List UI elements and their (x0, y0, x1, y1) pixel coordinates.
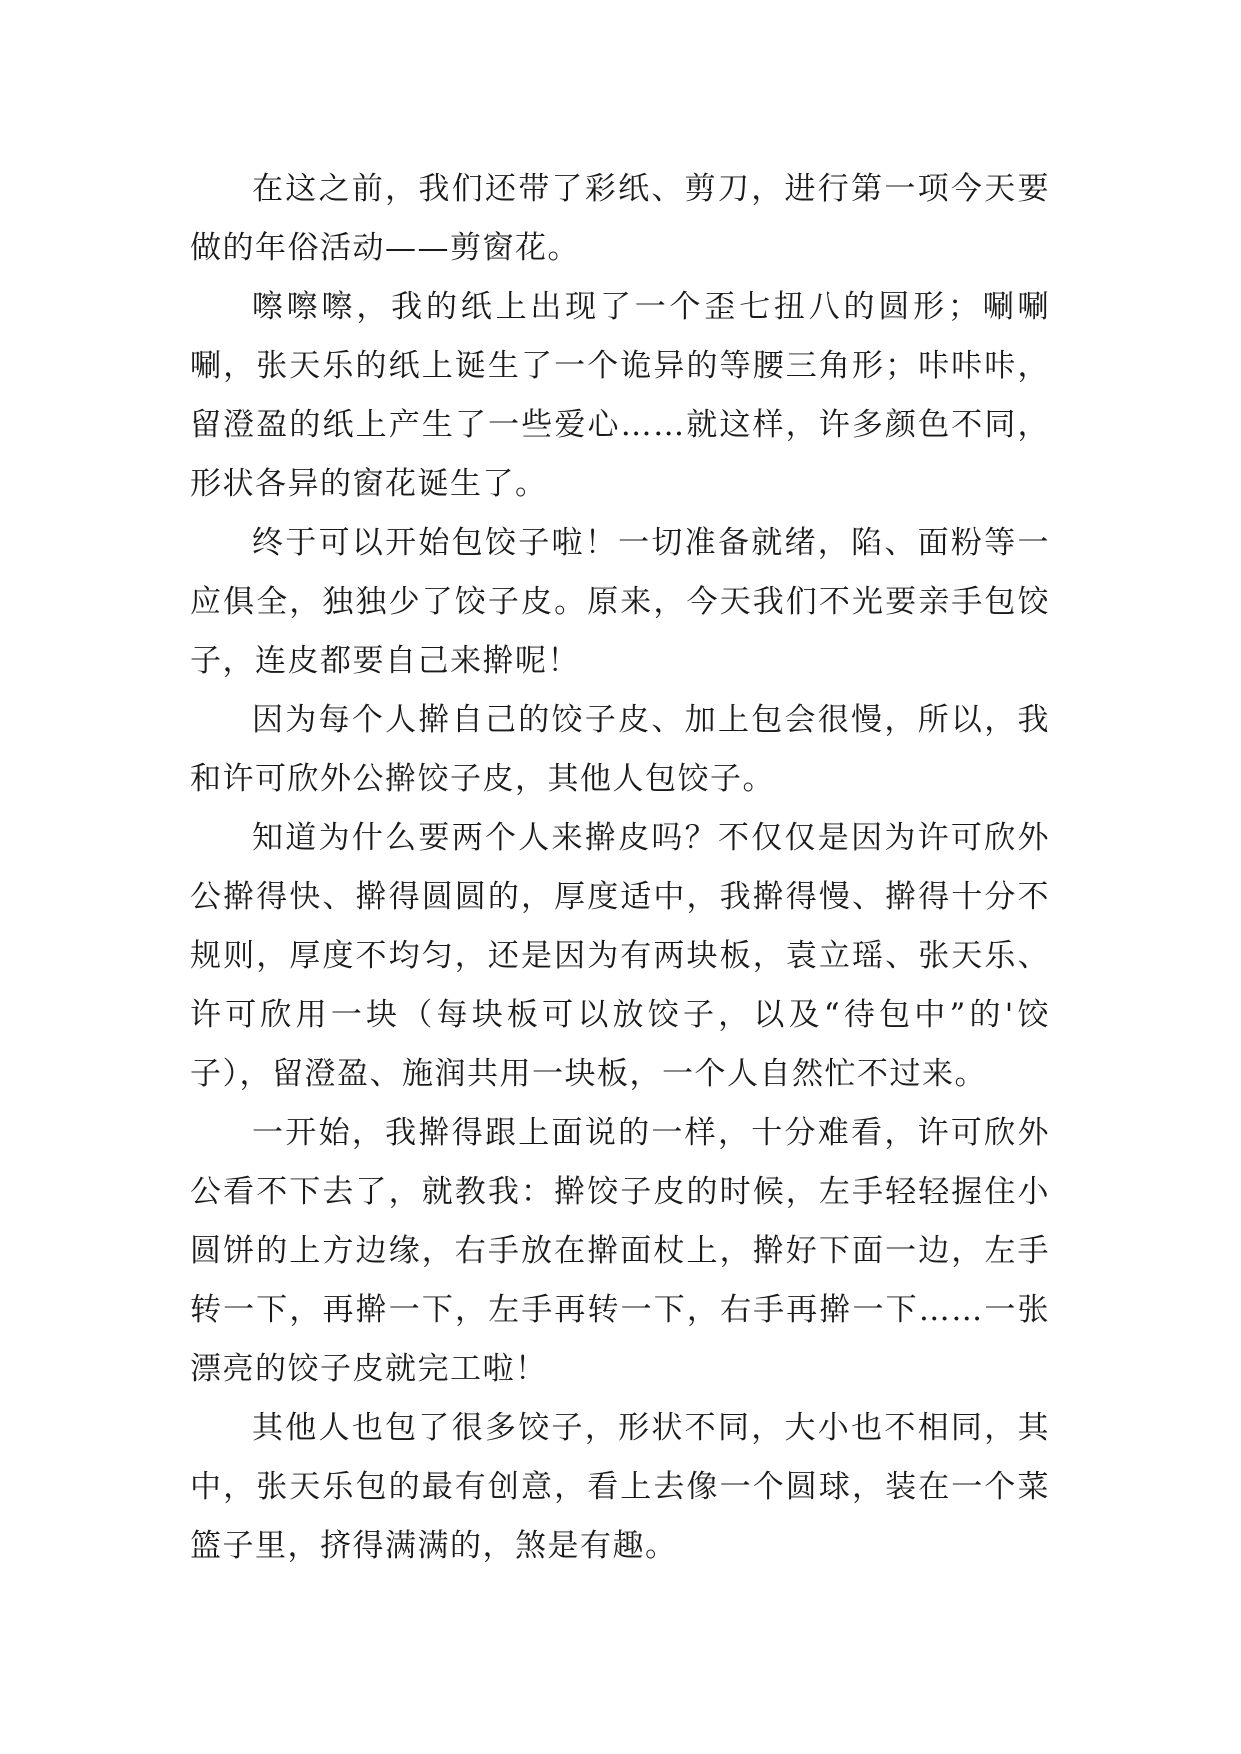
paragraph: 一开始，我擀得跟上面说的一样，十分难看，许可欣外公看不下去了，就教我：擀饺子皮的时候，左手轻轻握住小圆饼的上方边缘，右手放在擀面杖上，擀好下面一边，左手转一下，再擀一下，左手再转一下，右手再擀一下……一张漂亮的饺子皮就完工啦！ (190, 1115, 1050, 1387)
paragraph: 知道为什么要两个人来擀皮吗？不仅仅是因为许可欣外公擀得快、擀得圆圆的，厚度适中，我擀得慢、擀得十分不规则，厚度不均匀，还是因为有两块板，袁立瑶、张天乐、许可欣用一块（每块板可以放饺子，以及“待包中”的'饺子），留澄盈、施润共用一块板，一个人自然忙不过来。 (190, 820, 1050, 1092)
article-body (190, 160, 1050, 1576)
paragraph: 终于可以开始包饺子啦！一切准备就绪，陷、面粉等一应俱全，独独少了饺子皮。原来，今天我们不光要亲手包饺子，连皮都要自己来擀呢！ (190, 525, 1050, 679)
paragraph: 其他人也包了很多饺子，形状不同，大小也不相同，其中，张天乐包的最有创意，看上去像一个圆球，装在一个菜篮子里，挤得满满的，煞是有趣。 (190, 1410, 1050, 1564)
paragraph: 嚓嚓嚓，我的纸上出现了一个歪七扭八的圆形；唰唰唰，张天乐的纸上诞生了一个诡异的等腰三角形；咔咔咔，留澄盈的纸上产生了一些爱心……就这样，许多颜色不同，形状各异的窗花诞生了。 (190, 289, 1050, 502)
paragraph: 在这之前，我们还带了彩纸、剪刀，进行第一项今天要做的年俗活动——剪窗花。 (190, 171, 1050, 266)
paragraph: 因为每个人擀自己的饺子皮、加上包会很慢，所以，我和许可欣外公擀饺子皮，其他人包饺子。 (190, 702, 1050, 797)
